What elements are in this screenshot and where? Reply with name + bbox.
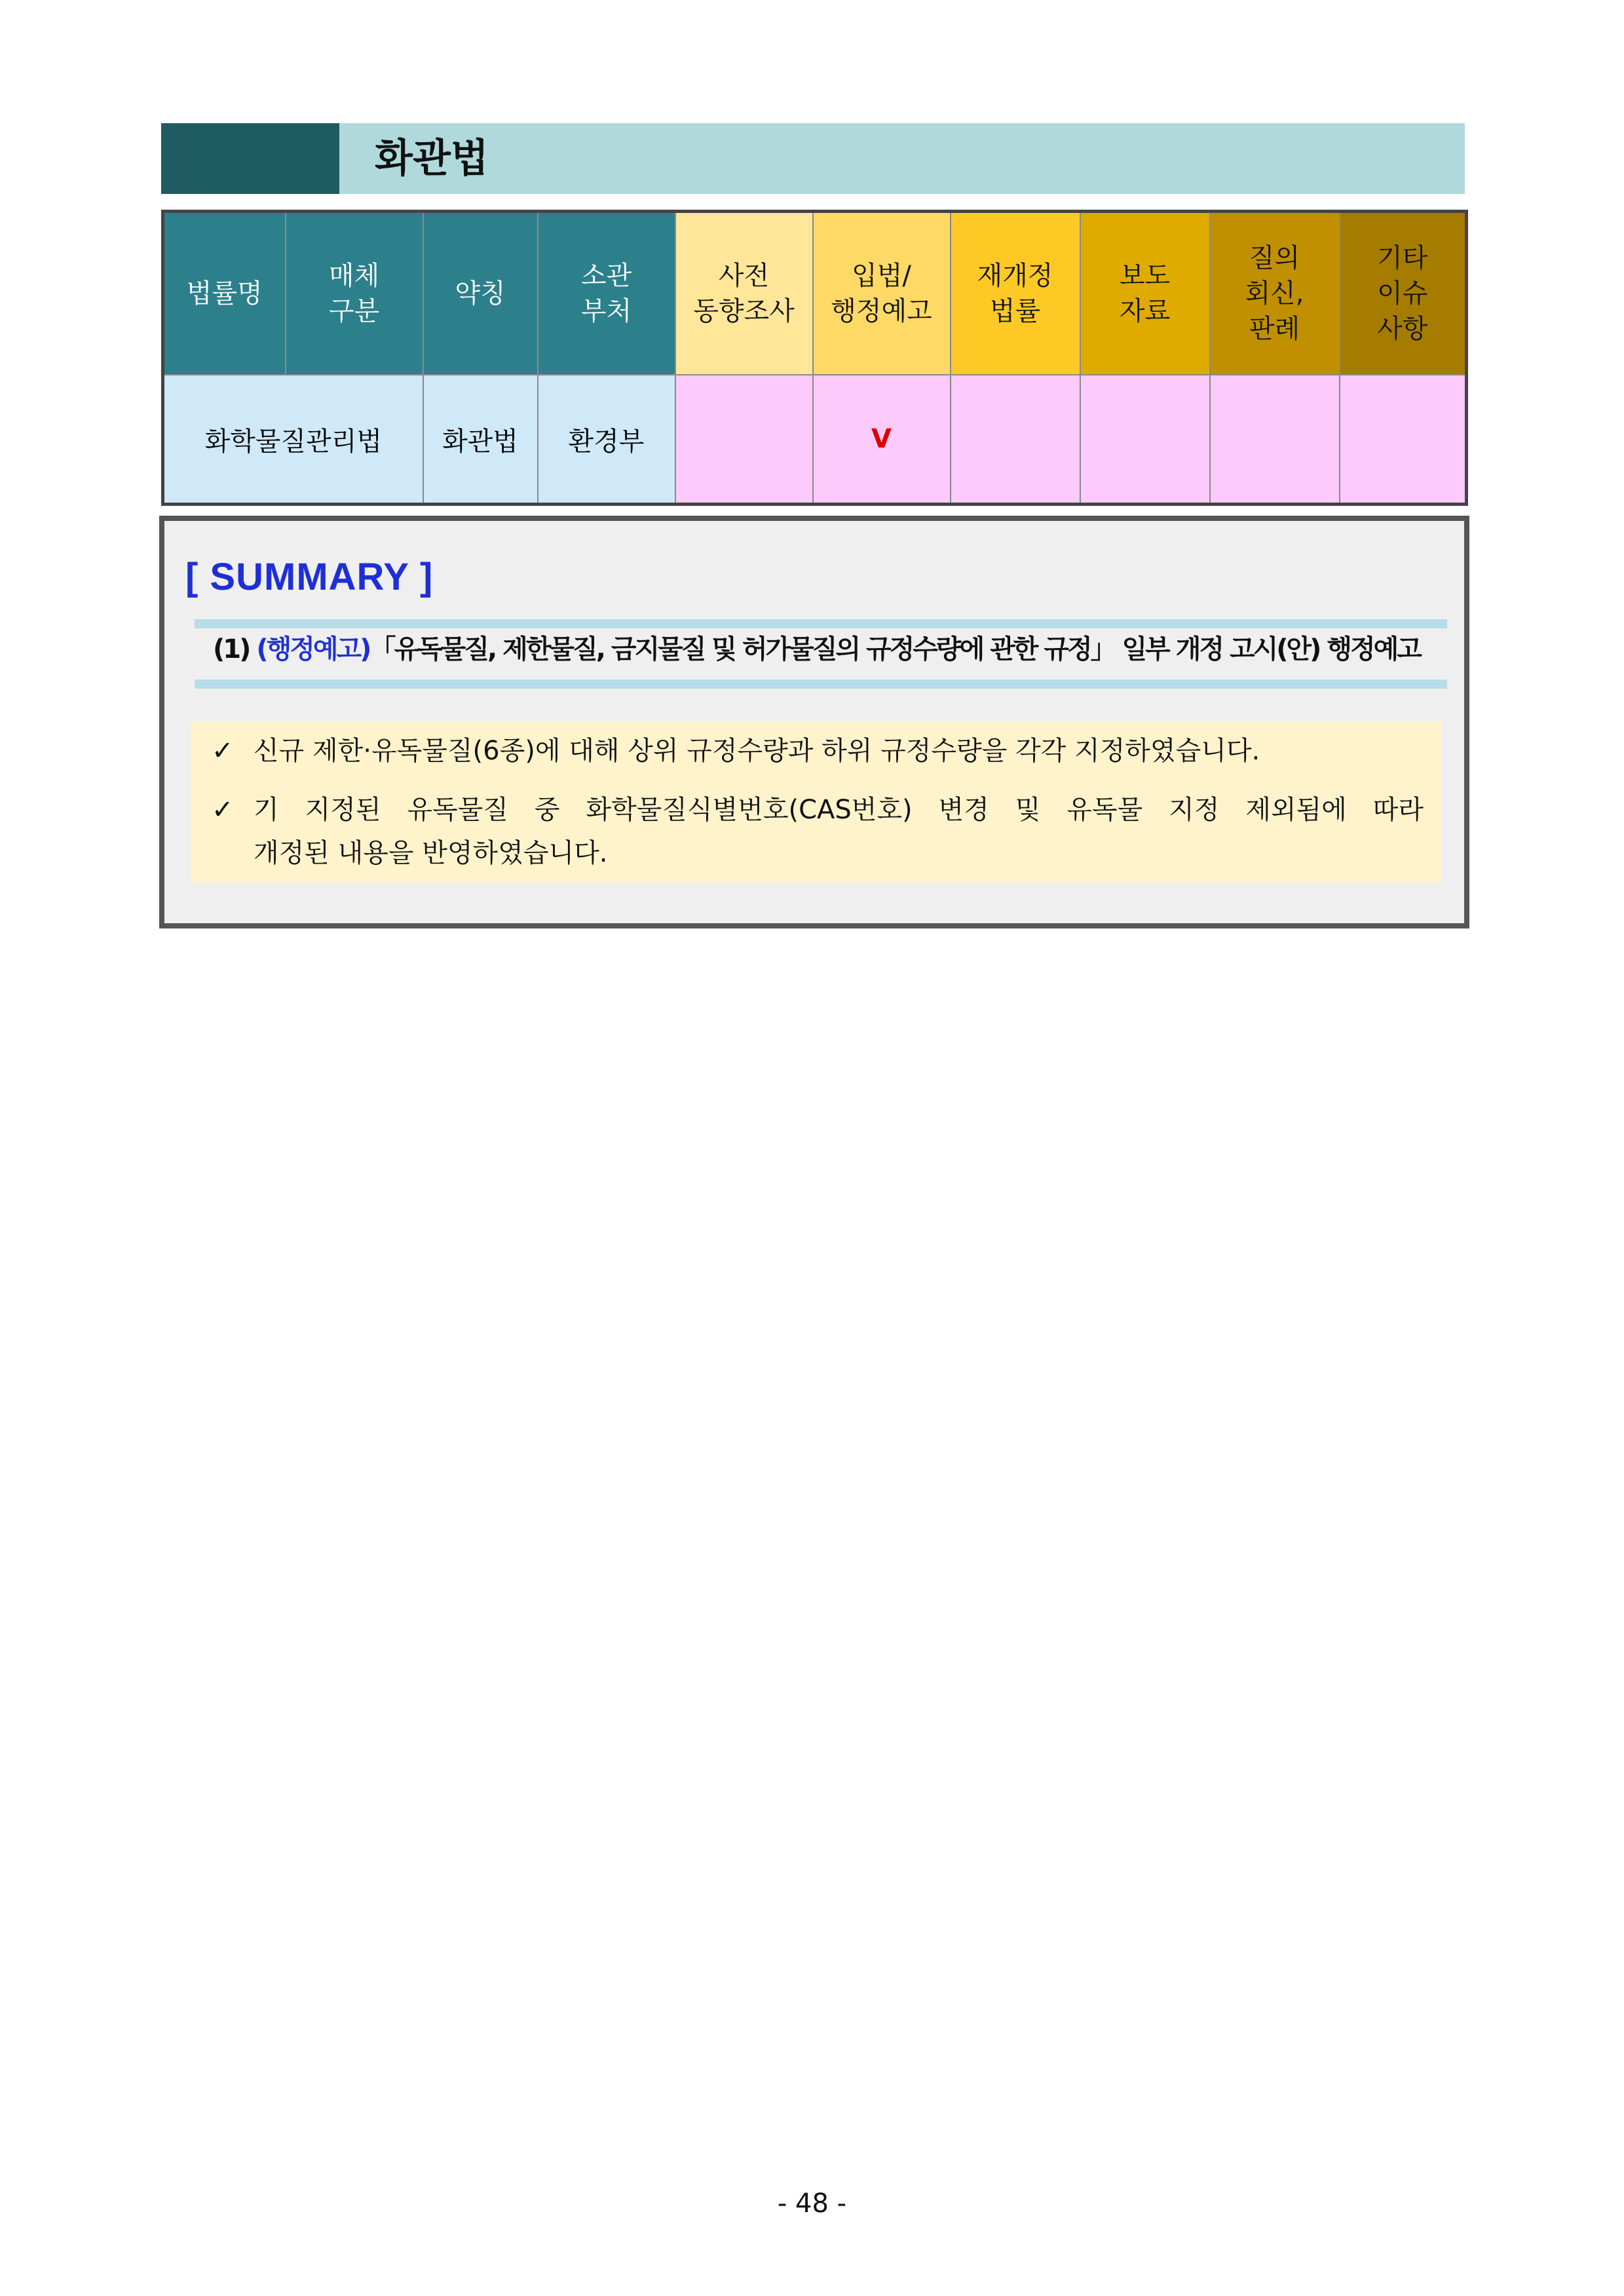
cell-press-release [1080, 375, 1210, 505]
bullet-text: 기 지정된 유독물질 중 화학물질식별번호(CAS번호) 변경 및 유독물 지정 제외됨에 따라 [254, 795, 1424, 825]
header-media-type: 매체 구분 [286, 212, 423, 375]
cell-ministry: 환경부 [538, 375, 675, 505]
list-item [212, 788, 1424, 875]
header-abbreviation: 약칭 [423, 212, 538, 375]
summary-item-title [213, 631, 1445, 668]
cell-inquiry-reply [1210, 375, 1340, 505]
item-top-divider [195, 619, 1447, 628]
law-status-table [161, 210, 1468, 506]
cell-amended-law [951, 375, 1080, 505]
list-item [212, 729, 1424, 773]
header-law-name: 법률명 [163, 212, 286, 375]
header-pre-survey: 사전 동향조사 [675, 212, 813, 375]
summary-bullet-list [191, 721, 1442, 883]
summary-box [159, 516, 1469, 928]
item-number: (1) [213, 634, 250, 664]
item-bottom-divider [195, 679, 1447, 689]
item-tag: (행정예고) [256, 634, 370, 664]
page-number: - 48 - [777, 2189, 847, 2219]
header-ministry: 소관 부처 [538, 212, 675, 375]
check-icon: ✓ [212, 736, 234, 766]
cell-legislative-notice: V [813, 375, 951, 505]
item-title-text: 「유독물질, 제한물질, 금지물질 및 허가물질의 규정수량에 관한 규정」 일부 개정 고시(안) 행정예고 [369, 634, 1420, 664]
check-icon: ✓ [212, 795, 234, 825]
header-press-release: 보도 자료 [1080, 212, 1210, 375]
section-title: 화관법 [375, 136, 489, 182]
cell-abbreviation: 화관법 [423, 375, 538, 505]
bullet-text: 신규 제한·유독물질(6종)에 대해 상위 규정수량과 하위 규정수량을 각각 지정하였습니다. [254, 736, 1260, 766]
bullet-text-continued: 개정된 내용을 반영하였습니다. [254, 838, 608, 868]
table-row [163, 375, 1467, 505]
header-legislative-notice: 입법/ 행정예고 [813, 212, 951, 375]
table-header-row [163, 212, 1467, 375]
summary-heading: [ SUMMARY ] [185, 556, 434, 598]
section-title-bar [161, 123, 1465, 194]
cell-other-issues [1340, 375, 1467, 505]
header-amended-law: 재개정 법률 [951, 212, 1080, 375]
header-other-issues: 기타 이슈 사항 [1340, 212, 1467, 375]
title-accent-block [161, 123, 339, 194]
header-inquiry-reply: 질의 회신, 판례 [1210, 212, 1340, 375]
cell-law-name: 화학물질관리법 [163, 375, 423, 505]
cell-pre-survey [675, 375, 813, 505]
